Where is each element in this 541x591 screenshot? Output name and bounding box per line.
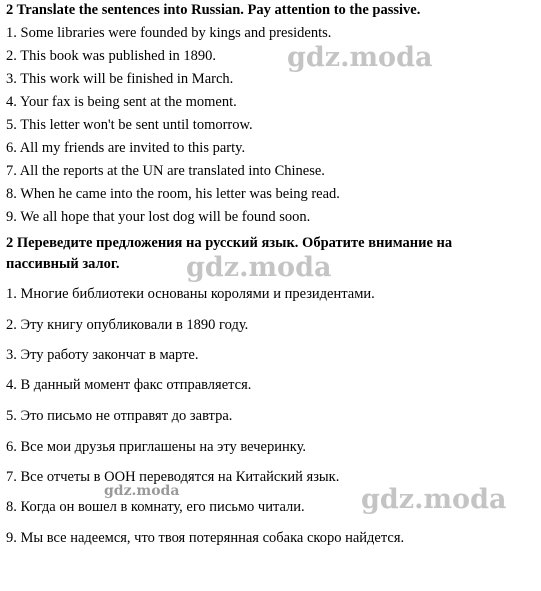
- russian-sentence-4: 4. В данный момент факс отправляется.: [6, 377, 252, 393]
- english-sentence-7: 7. All the reports at the UN are translated into Chinese.: [6, 163, 325, 179]
- russian-sentence-6: 6. Все мои друзья приглашены на эту вечеринку.: [6, 439, 307, 455]
- english-sentence-3: 3. This work will be finished in March.: [6, 71, 234, 87]
- russian-sentence-8: 8. Когда он вошел в комнату, его письмо читали.: [6, 499, 305, 515]
- russian-sentence-1: 1. Многие библиотеки основаны королями и президентами.: [6, 286, 375, 302]
- russian-sentence-7: 7. Все отчеты в ООН переводятся на Китайский язык.: [6, 469, 340, 485]
- english-sentence-2: 2. This book was published in 1890.: [6, 48, 216, 64]
- english-sentence-8: 8. When he came into the room, his letter was being read.: [6, 186, 340, 202]
- watermark-logo: gdz.moda: [104, 483, 180, 499]
- watermark-logo: gdz.moda: [361, 484, 507, 515]
- russian-heading-line-1: 2 Переведите предложения на русский язык. Обратите внимание на: [6, 235, 453, 251]
- russian-sentence-9: 9. Мы все надеемся, что твоя потерянная собака скоро найдется.: [6, 530, 405, 546]
- english-sentence-6: 6. All my friends are invited to this party.: [6, 140, 246, 156]
- russian-heading-line-2: пассивный залог.: [6, 256, 120, 272]
- english-sentence-9: 9. We all hope that your lost dog will be found soon.: [6, 209, 311, 225]
- russian-sentence-5: 5. Это письмо не отправят до завтра.: [6, 408, 233, 424]
- english-heading: 2 Translate the sentences into Russian. Pay attention to the passive.: [6, 2, 421, 18]
- watermark-logo: gdz.moda: [186, 252, 332, 283]
- english-sentence-4: 4. Your fax is being sent at the moment.: [6, 94, 237, 110]
- english-sentence-1: 1. Some libraries were founded by kings and presidents.: [6, 25, 332, 41]
- english-sentence-5: 5. This letter won't be sent until tomorrow.: [6, 117, 253, 133]
- russian-sentence-2: 2. Эту книгу опубликовали в 1890 году.: [6, 317, 249, 333]
- watermark-logo: gdz.moda: [287, 42, 433, 73]
- russian-sentence-3: 3. Эту работу закончат в марте.: [6, 347, 199, 363]
